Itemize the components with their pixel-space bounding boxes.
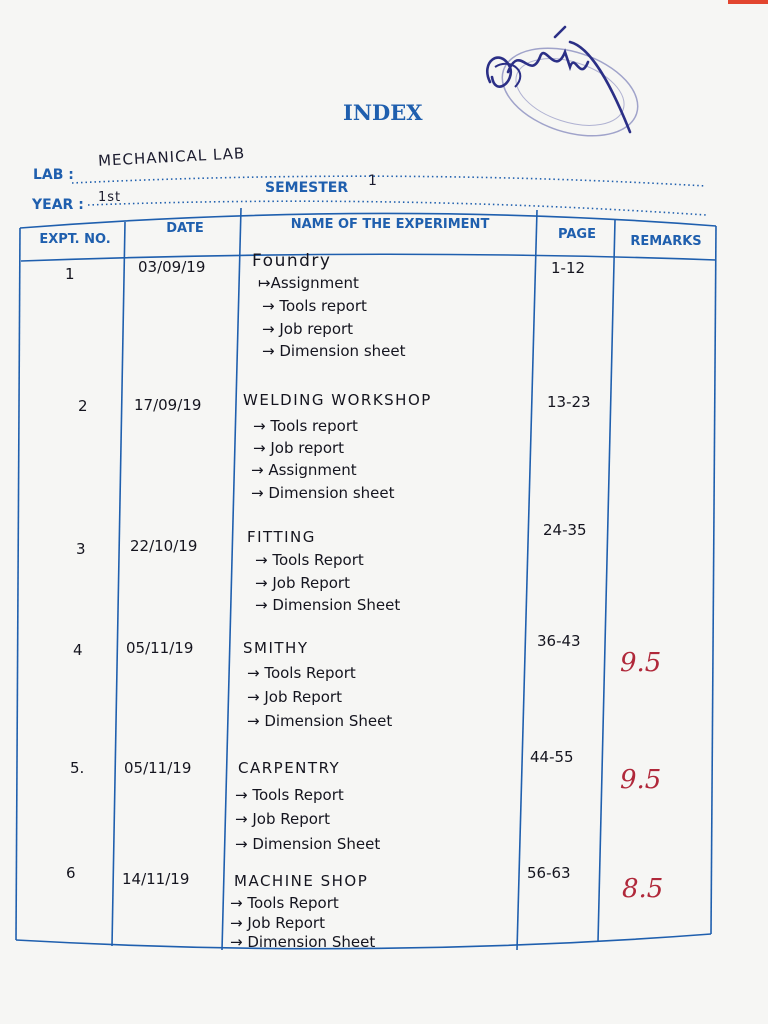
experiment-subitem: → Assignment bbox=[251, 461, 357, 479]
page-range: 56-63 bbox=[527, 864, 571, 882]
experiment-subitem: → Dimension Sheet bbox=[235, 835, 381, 853]
experiment-name: Foundry bbox=[252, 251, 332, 271]
expt-date: 14/11/19 bbox=[122, 870, 190, 888]
page-range: 1-12 bbox=[551, 259, 586, 277]
expt-date: 17/09/19 bbox=[134, 396, 202, 414]
page-range: 24-35 bbox=[543, 521, 587, 539]
lab-label: LAB : bbox=[33, 167, 74, 183]
remark-score: 8.5 bbox=[622, 874, 664, 904]
experiment-name: SMITHY bbox=[243, 639, 309, 657]
expt-date: 03/09/19 bbox=[138, 258, 206, 276]
experiment-name: WELDING WORKSHOP bbox=[243, 391, 432, 409]
experiment-name: MACHINE SHOP bbox=[234, 872, 369, 890]
experiment-name: CARPENTRY bbox=[238, 759, 341, 777]
semester-value: 1 bbox=[368, 173, 378, 189]
expt-date: 22/10/19 bbox=[130, 537, 198, 555]
expt-no: 1 bbox=[65, 265, 75, 283]
experiment-subitem: → Tools Report bbox=[255, 551, 364, 569]
experiment-subitem: → Tools report bbox=[253, 417, 358, 435]
remark-score: 9.5 bbox=[620, 765, 662, 795]
experiment-subitem: → Job Report bbox=[235, 810, 330, 828]
expt-no: 5. bbox=[70, 759, 85, 777]
experiment-subitem: → Dimension Sheet bbox=[247, 712, 393, 730]
page-range: 36-43 bbox=[537, 632, 581, 650]
experiment-subitem: → Dimension sheet bbox=[262, 342, 406, 360]
expt-no: 3 bbox=[76, 540, 86, 558]
expt-no: 6 bbox=[66, 864, 76, 882]
experiment-subitem: ↦Assignment bbox=[258, 274, 359, 292]
remark-score: 9.5 bbox=[620, 648, 662, 678]
expt-date: 05/11/19 bbox=[126, 639, 194, 657]
experiment-subitem: → Job Report bbox=[230, 914, 325, 932]
experiment-subitem: → Dimension Sheet bbox=[255, 596, 401, 614]
semester-label: SEMESTER bbox=[265, 180, 349, 196]
experiment-subitem: → Dimension Sheet bbox=[230, 933, 376, 951]
column-header-expt-no: EXPT. NO. bbox=[39, 232, 111, 247]
page-range: 44-55 bbox=[530, 748, 574, 766]
experiment-subitem: → Job Report bbox=[255, 574, 350, 592]
expt-no: 2 bbox=[78, 397, 88, 415]
column-header-experiment: NAME OF THE EXPERIMENT bbox=[290, 217, 490, 232]
experiment-name: FITTING bbox=[247, 528, 316, 546]
experiment-subitem: → Tools Report bbox=[235, 786, 344, 804]
year-label: YEAR : bbox=[32, 197, 84, 213]
experiment-subitem: → Tools Report bbox=[247, 664, 356, 682]
index-title: INDEX bbox=[343, 100, 423, 125]
year-value: 1st bbox=[98, 190, 122, 205]
expt-no: 4 bbox=[73, 641, 83, 659]
page-range: 13-23 bbox=[547, 393, 591, 411]
experiment-subitem: → Job report bbox=[253, 439, 345, 457]
column-header-date: DATE bbox=[166, 221, 204, 236]
experiment-subitem: → Tools report bbox=[262, 297, 367, 315]
experiment-subitem: → Job report bbox=[262, 320, 354, 338]
experiment-subitem: → Job Report bbox=[247, 688, 342, 706]
experiment-subitem: → Tools Report bbox=[230, 894, 339, 912]
experiment-subitem: → Dimension sheet bbox=[251, 484, 395, 502]
column-header-remarks: REMARKS bbox=[630, 234, 702, 249]
lab-value: MECHANICAL LAB bbox=[97, 144, 246, 170]
expt-date: 05/11/19 bbox=[124, 759, 192, 777]
column-header-page: PAGE bbox=[558, 227, 596, 242]
